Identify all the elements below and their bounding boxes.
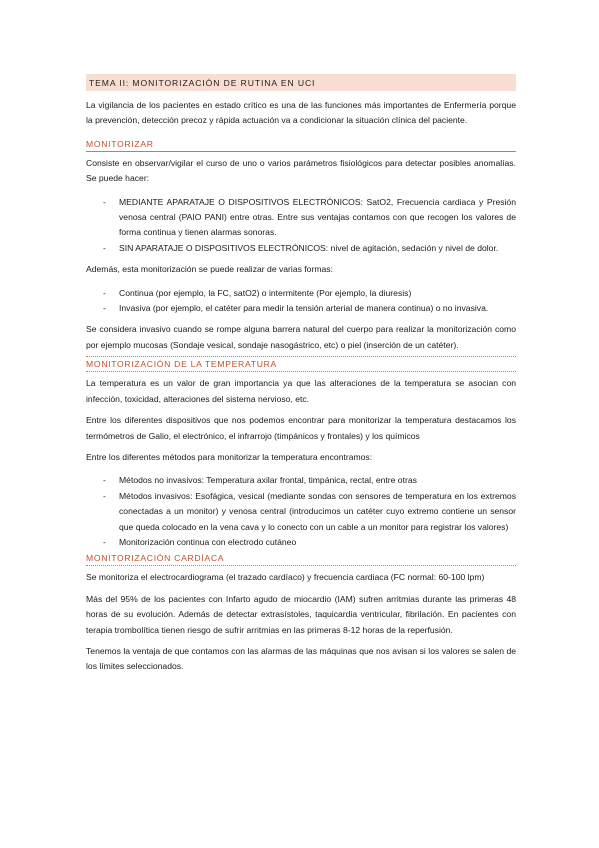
cardiaca-paragraph-2: Más del 95% de los pacientes con Infarto agudo de miocardio (IAM) sufren arritmias durante las primeras 48 horas de su evolución. Además de detectar extrasístoles, taquicardia ventricular, fibrilación. En pacientes con terapia trombolítica tienen riesgo de sufrir arritmias en las primeras 8-12 horas de la reperfusión. — [86, 593, 516, 635]
list-item: - SIN APARATAJE O DISPOSITIVOS ELECTRÓNICOS: nivel de agitación, sedación y nivel de dolor. — [103, 242, 499, 253]
monitorizar-paragraph-2: Además, esta monitorización se puede realizar de varias formas: — [86, 264, 333, 275]
temperatura-paragraph-1: La temperatura es un valor de gran importancia ya que las alteraciones de la temperatura se asocian con infección, toxicidad, alteraciones del sistema nervioso, etc. — [86, 378, 516, 404]
section-heading-monitorizar: MONITORIZAR — [86, 139, 516, 152]
temperatura-paragraph-2: Entre los diferentes dispositivos que nos podemos encontrar para monitorizar la temperatura destacamos los termómetros de Galio, el electrónico, el infrarrojo (timpánicos y frontales) y los químicos — [86, 415, 516, 441]
list-item: - Métodos invasivos: Esofágica, vesical (mediante sondas con sensores de temperatura en los extremos conectadas a un monitor) y venosa central (introducimos un catéter cuyo extremo contiene un sensor que queda colocado en la vena cava y lo conecto con un cable a un monitor para registrar los valores) — [103, 490, 516, 532]
list-item: - Métodos no invasivos: Temperatura axilar frontal, timpánica, rectal, entre otras — [103, 475, 417, 486]
monitorizar-list-1 — [86, 195, 516, 257]
cardiaca-paragraph-3: Tenemos la ventaja de que contamos con las alarmas de las máquinas que nos avisan si los valores se salen de los límites seleccionados. — [86, 645, 516, 672]
temperatura-list — [86, 473, 516, 550]
intro-paragraph: La vigilancia de los pacientes en estado crítico es una de las funciones más importantes de Enfermería porque la prevención, detección precoz y rápida actuación va a condicionar la situación clínica del paciente. — [86, 100, 516, 126]
document-page — [86, 74, 516, 675]
monitorizar-paragraph-1: Consiste en observar/vigilar el curso de uno o varios parámetros fisiológicos para detectar posibles anomalías. Se puede hacer: — [86, 157, 516, 184]
monitorizar-paragraph-3: Se considera invasivo cuando se rompe alguna barrera natural del cuerpo para realizar la monitorización como por ejemplo mucosas (Sondaje vesical, sondaje nasogástrico, etc) o piel (inserción de un catéter). — [86, 324, 516, 350]
list-item: - Continua (por ejemplo, la FC, satO2) o intermitente (Por ejemplo, la diuresis) — [103, 287, 412, 298]
section-heading-cardiaca: MONITORIZACIÓN CARDÍACA — [86, 553, 516, 566]
cardiaca-paragraph-1: Se monitoriza el electrocardiograma (el trazado cardíaco) y frecuencia cardiaca (FC normal: 60-100 lpm) — [86, 572, 485, 583]
section-heading-temperatura: MONITORIZACIÓN DE LA TEMPERATURA — [86, 359, 516, 372]
list-item: - MEDIANTE APARATAJE O DISPOSITIVOS ELECTRÓNICOS: SatO2, Frecuencia cardiaca y Presión venosa central (PAIO PANI) entre otras. Entre sus ventajas contamos con que recogen los valores de forma continua y tienen alarmas sonoras. — [103, 196, 516, 238]
monitorizar-list-2 — [86, 286, 516, 317]
list-item: - Monitorización continua con electrodo cutáneo — [103, 536, 297, 547]
page-title: TEMA II: MONITORIZACIÓN DE RUTINA EN UCI — [86, 74, 516, 91]
temperatura-paragraph-3: Entre los diferentes métodos para monitorizar la temperatura encontramos: — [86, 451, 373, 462]
list-item: - Invasiva (por ejemplo, el catéter para medir la tensión arterial de manera continua) o no invasiva. — [103, 303, 489, 314]
